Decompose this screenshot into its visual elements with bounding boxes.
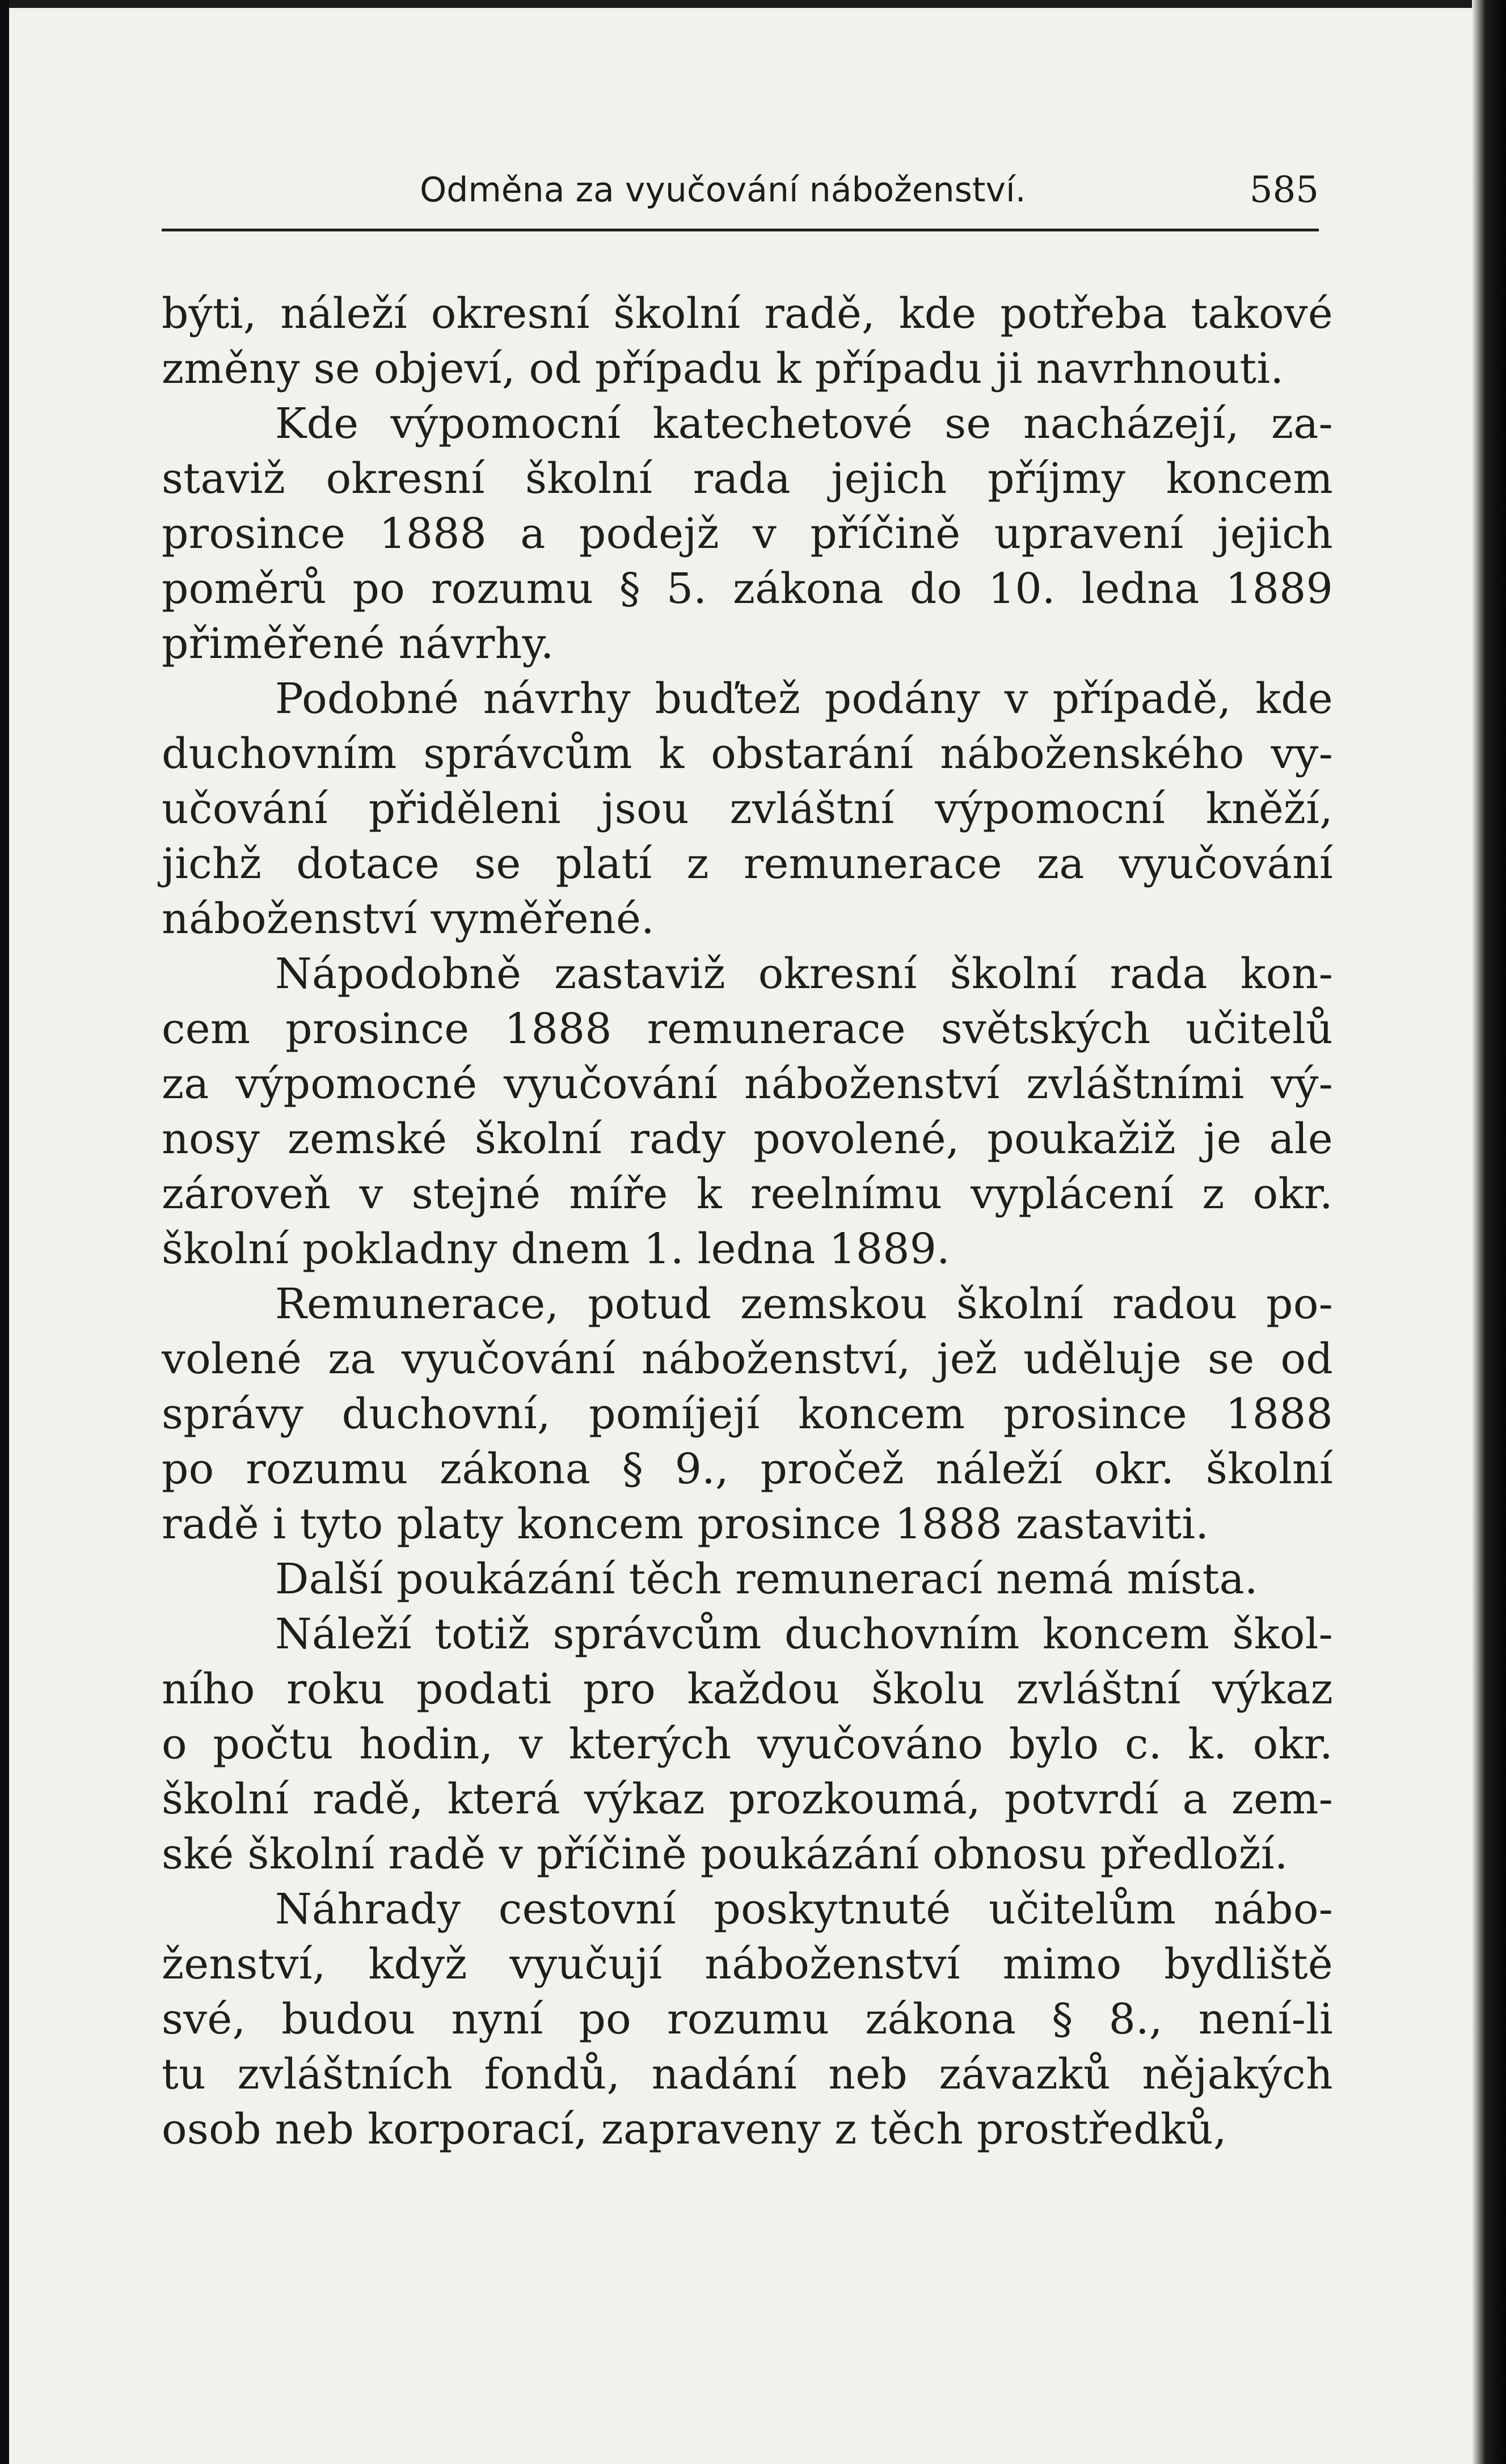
text-line: volené za vyučování náboženství, jež uděluje se od [162, 1335, 1333, 1383]
text-line: Další poukázání těch remunerací nemá místa. [275, 1555, 1258, 1604]
text-line: cem prosince 1888 remunerace světských učitelů [162, 1005, 1333, 1053]
text-line: Náhrady cestovní poskytnuté učitelům nábo- [275, 1885, 1333, 1934]
scan-right-edge [1472, 0, 1506, 2464]
text-line: zároveň v stejné míře k reelnímu vyplácení z okr. [162, 1170, 1333, 1218]
text-line: přiměřené návrhy. [162, 619, 554, 668]
text-line: učování přiděleni jsou zvláštní výpomocní kněží, [162, 784, 1333, 833]
text-line: ního roku podati pro každou školu zvláštní výkaz [162, 1665, 1333, 1714]
text-line: své, budou nyní po rozumu zákona § 8., není-li [162, 1995, 1333, 2044]
text-line: školní radě, která výkaz prozkoumá, potvrdí a zem- [162, 1775, 1333, 1824]
text-line: osob neb korporací, zapraveny z těch prostředků, [162, 2105, 1227, 2154]
text-line: správy duchovní, pomíjejí koncem prosince 1888 [162, 1390, 1333, 1438]
running-title: Odměna za vyučování náboženství. [420, 170, 1026, 210]
text-line: jichž dotace se platí z remunerace za vyučování [162, 839, 1333, 888]
header-rule [162, 229, 1319, 231]
text-line: Náleží totiž správcům duchovním koncem škol- [275, 1610, 1333, 1659]
scan-top-edge [0, 0, 1506, 8]
text-line: Podobné návrhy buďtež podány v případě, kde [275, 674, 1333, 723]
text-line: o počtu hodin, v kterých vyučováno bylo c. k. okr. [162, 1720, 1333, 1769]
text-line: za výpomocné vyučování náboženství zvláštními vý- [162, 1060, 1333, 1108]
text-line: duchovním správcům k obstarání náboženského vy- [162, 729, 1333, 778]
text-line: Nápodobně zastaviž okresní školní rada kon- [275, 950, 1333, 998]
text-line: ženství, když vyučují náboženství mimo bydliště [162, 1940, 1333, 1989]
text-line: Kde výpomocní katechetové se nacházejí, za- [275, 399, 1333, 448]
text-line: změny se objeví, od případu k případu ji navrhnouti. [162, 344, 1284, 393]
text-line: radě i tyto platy koncem prosince 1888 zastaviti. [162, 1500, 1209, 1549]
text-line: poměrů po rozumu § 5. zákona do 10. ledna 1889 [162, 564, 1333, 613]
text-line: nosy zemské školní rady povolené, poukažiž je ale [162, 1115, 1333, 1163]
text-line: tu zvláštních fondů, nadání neb závazků nějakých [162, 2050, 1333, 2099]
body-text [162, 286, 1333, 2157]
text-line: školní pokladny dnem 1. ledna 1889. [162, 1225, 950, 1273]
text-line: ské školní radě v příčině poukázání obnosu předloží. [162, 1830, 1288, 1879]
text-line: býti, náleží okresní školní radě, kde potřeba takové [162, 289, 1333, 338]
page-header [162, 164, 1319, 227]
scan-left-edge [0, 0, 9, 2464]
page-number: 585 [1249, 169, 1319, 211]
text-line: náboženství vyměřené. [162, 895, 655, 943]
text-line: staviž okresní školní rada jejich příjmy koncem [162, 454, 1333, 503]
text-line: po rozumu zákona § 9., pročež náleží okr. školní [162, 1445, 1333, 1493]
text-line: prosince 1888 a podejž v příčině upravení jejich [162, 509, 1333, 558]
text-line: Remunerace, potud zemskou školní radou po- [275, 1280, 1333, 1328]
